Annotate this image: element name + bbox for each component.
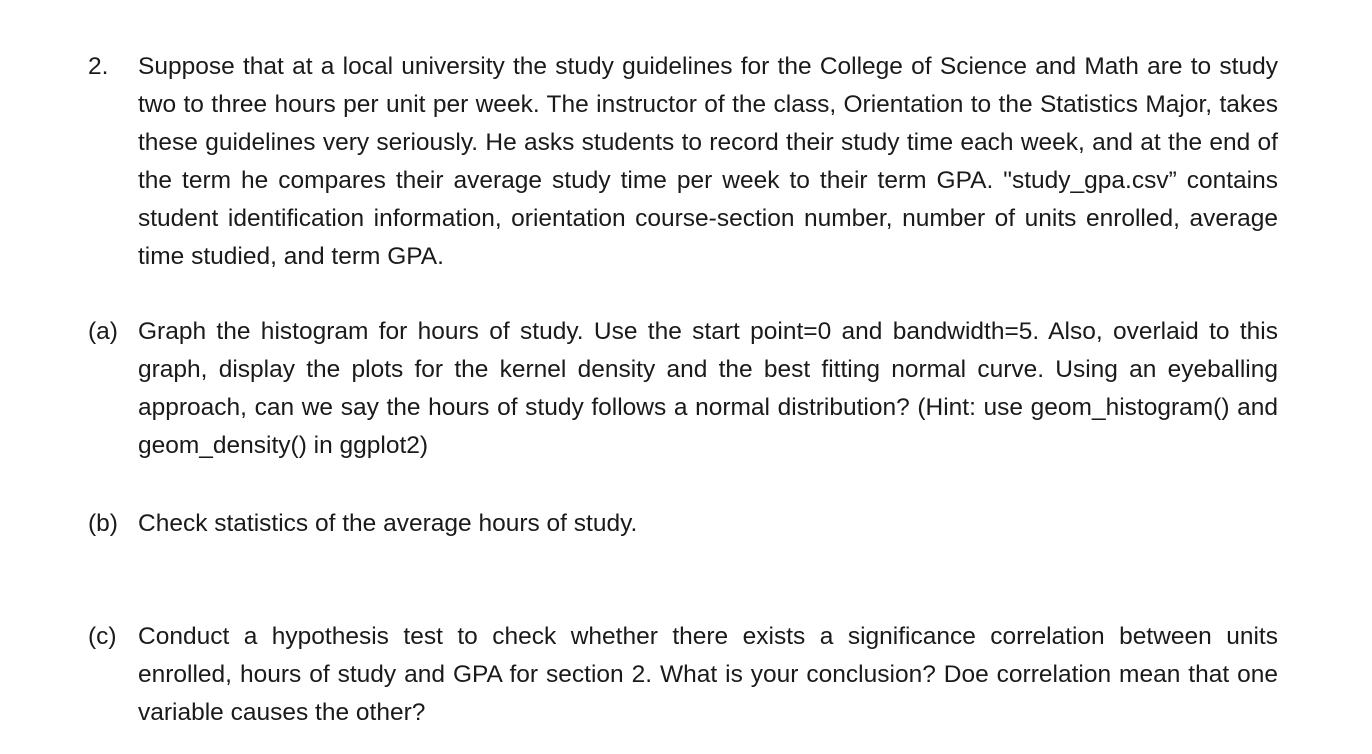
part-c: [88, 618, 1278, 732]
part-b-label: (b): [88, 510, 118, 537]
question-2: [88, 48, 1278, 276]
part-c-label: (c): [88, 623, 117, 650]
question-text: Suppose that at a local university the study guidelines for the College of Science and Math are to study two to three hours per unit per week. The instructor of the class, Orientation to the Statistics Major, takes these guidelines very seriously. He asks students to record their study time each week, and at the end of the term he compares their average study time per week to their term GPA. "study_gpa.csv” contains student identification information, orientation course-section number, number of units enrolled, average time studied, and term GPA.: [138, 53, 1278, 270]
question-number: 2.: [88, 53, 109, 80]
part-a: [88, 313, 1278, 465]
part-b-text: Check statistics of the average hours of study.: [138, 510, 638, 537]
part-a-label: (a): [88, 318, 118, 345]
part-a-text: Graph the histogram for hours of study. Use the start point=0 and bandwidth=5. Also, overlaid to this graph, display the plots for the kernel density and the best fitting normal curve. Using an eyeballing approach, can we say the hours of study follows a normal distribution? (Hint: use geom_histogram() and geom_density() in ggplot2): [138, 318, 1278, 459]
part-c-text: Conduct a hypothesis test to check whether there exists a significance correlation between units enrolled, hours of study and GPA for section 2. What is your conclusion? Doe correlation mean that one variable causes the other?: [138, 623, 1278, 726]
part-b: [88, 505, 1278, 543]
